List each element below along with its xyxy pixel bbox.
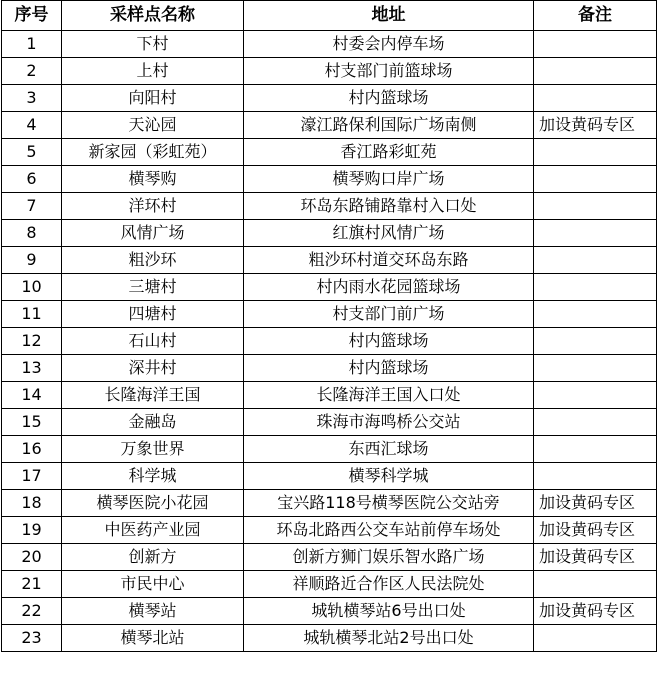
table-row xyxy=(2,274,657,301)
cell-index: 10 xyxy=(2,274,62,301)
cell-address: 城轨横琴站6号出口处 xyxy=(244,598,534,625)
table-body xyxy=(2,31,657,652)
cell-address: 横琴购口岸广场 xyxy=(244,166,534,193)
table-row xyxy=(2,139,657,166)
cell-note xyxy=(534,166,657,193)
cell-index: 7 xyxy=(2,193,62,220)
table-header-row xyxy=(2,1,657,31)
cell-note xyxy=(534,85,657,112)
cell-note xyxy=(534,436,657,463)
cell-index: 22 xyxy=(2,598,62,625)
cell-index: 2 xyxy=(2,58,62,85)
table-row xyxy=(2,58,657,85)
table-row xyxy=(2,247,657,274)
cell-note xyxy=(534,247,657,274)
header-note: 备注 xyxy=(534,1,657,31)
cell-index: 18 xyxy=(2,490,62,517)
cell-address: 横琴科学城 xyxy=(244,463,534,490)
cell-address: 香江路彩虹苑 xyxy=(244,139,534,166)
cell-note: 加设黄码专区 xyxy=(534,112,657,139)
cell-address: 村支部门前篮球场 xyxy=(244,58,534,85)
cell-name: 上村 xyxy=(62,58,244,85)
table-row xyxy=(2,85,657,112)
cell-index: 6 xyxy=(2,166,62,193)
cell-name: 市民中心 xyxy=(62,571,244,598)
cell-address: 村支部门前广场 xyxy=(244,301,534,328)
cell-name: 风情广场 xyxy=(62,220,244,247)
cell-name: 横琴购 xyxy=(62,166,244,193)
cell-name: 中医药产业园 xyxy=(62,517,244,544)
cell-name: 四塘村 xyxy=(62,301,244,328)
table-row xyxy=(2,31,657,58)
cell-index: 14 xyxy=(2,382,62,409)
cell-index: 4 xyxy=(2,112,62,139)
cell-address: 村内篮球场 xyxy=(244,355,534,382)
cell-index: 23 xyxy=(2,625,62,652)
table-row xyxy=(2,490,657,517)
cell-note xyxy=(534,382,657,409)
cell-address: 红旗村风情广场 xyxy=(244,220,534,247)
cell-note: 加设黄码专区 xyxy=(534,598,657,625)
cell-index: 8 xyxy=(2,220,62,247)
cell-index: 1 xyxy=(2,31,62,58)
table-row xyxy=(2,544,657,571)
cell-note: 加设黄码专区 xyxy=(534,490,657,517)
cell-address: 珠海市海鸣桥公交站 xyxy=(244,409,534,436)
cell-note xyxy=(534,625,657,652)
cell-name: 万象世界 xyxy=(62,436,244,463)
cell-name: 深井村 xyxy=(62,355,244,382)
cell-note xyxy=(534,409,657,436)
cell-index: 17 xyxy=(2,463,62,490)
cell-name: 新家园（彩虹苑） xyxy=(62,139,244,166)
table-row xyxy=(2,436,657,463)
table-row xyxy=(2,463,657,490)
cell-name: 创新方 xyxy=(62,544,244,571)
cell-name: 长隆海洋王国 xyxy=(62,382,244,409)
table-row xyxy=(2,112,657,139)
cell-index: 15 xyxy=(2,409,62,436)
cell-note xyxy=(534,220,657,247)
table-row xyxy=(2,166,657,193)
cell-name: 天沁园 xyxy=(62,112,244,139)
cell-name: 下村 xyxy=(62,31,244,58)
cell-name: 横琴站 xyxy=(62,598,244,625)
header-address: 地址 xyxy=(244,1,534,31)
cell-name: 横琴医院小花园 xyxy=(62,490,244,517)
cell-note xyxy=(534,301,657,328)
table-row xyxy=(2,193,657,220)
cell-index: 16 xyxy=(2,436,62,463)
cell-name: 科学城 xyxy=(62,463,244,490)
cell-index: 20 xyxy=(2,544,62,571)
table-row xyxy=(2,355,657,382)
table-row xyxy=(2,328,657,355)
cell-note xyxy=(534,463,657,490)
cell-note xyxy=(534,328,657,355)
cell-index: 12 xyxy=(2,328,62,355)
cell-index: 19 xyxy=(2,517,62,544)
cell-name: 洋环村 xyxy=(62,193,244,220)
cell-note xyxy=(534,58,657,85)
cell-note xyxy=(534,193,657,220)
cell-name: 向阳村 xyxy=(62,85,244,112)
cell-note xyxy=(534,139,657,166)
table-row xyxy=(2,382,657,409)
cell-note xyxy=(534,274,657,301)
cell-index: 5 xyxy=(2,139,62,166)
cell-index: 11 xyxy=(2,301,62,328)
table-row xyxy=(2,301,657,328)
cell-address: 东西汇球场 xyxy=(244,436,534,463)
cell-note xyxy=(534,571,657,598)
cell-index: 9 xyxy=(2,247,62,274)
cell-address: 环岛东路铺路靠村入口处 xyxy=(244,193,534,220)
table-row xyxy=(2,220,657,247)
cell-name: 石山村 xyxy=(62,328,244,355)
header-name: 采样点名称 xyxy=(62,1,244,31)
cell-address: 濠江路保利国际广场南侧 xyxy=(244,112,534,139)
cell-note xyxy=(534,355,657,382)
header-index: 序号 xyxy=(2,1,62,31)
cell-name: 横琴北站 xyxy=(62,625,244,652)
cell-name: 金融岛 xyxy=(62,409,244,436)
cell-index: 21 xyxy=(2,571,62,598)
cell-address: 宝兴路118号横琴医院公交站旁 xyxy=(244,490,534,517)
cell-address: 城轨横琴北站2号出口处 xyxy=(244,625,534,652)
cell-address: 村内雨水花园篮球场 xyxy=(244,274,534,301)
cell-name: 三塘村 xyxy=(62,274,244,301)
cell-address: 环岛北路西公交车站前停车场处 xyxy=(244,517,534,544)
table-row xyxy=(2,517,657,544)
cell-index: 3 xyxy=(2,85,62,112)
cell-address: 创新方狮门娱乐智水路广场 xyxy=(244,544,534,571)
table-row xyxy=(2,598,657,625)
cell-note: 加设黄码专区 xyxy=(534,517,657,544)
table-row xyxy=(2,409,657,436)
cell-note: 加设黄码专区 xyxy=(534,544,657,571)
table-row xyxy=(2,625,657,652)
cell-name: 粗沙环 xyxy=(62,247,244,274)
sampling-sites-table xyxy=(1,0,657,652)
cell-index: 13 xyxy=(2,355,62,382)
cell-address: 村委会内停车场 xyxy=(244,31,534,58)
cell-address: 长隆海洋王国入口处 xyxy=(244,382,534,409)
cell-address: 粗沙环村道交环岛东路 xyxy=(244,247,534,274)
cell-address: 祥顺路近合作区人民法院处 xyxy=(244,571,534,598)
cell-address: 村内篮球场 xyxy=(244,85,534,112)
cell-note xyxy=(534,31,657,58)
table-row xyxy=(2,571,657,598)
cell-address: 村内篮球场 xyxy=(244,328,534,355)
